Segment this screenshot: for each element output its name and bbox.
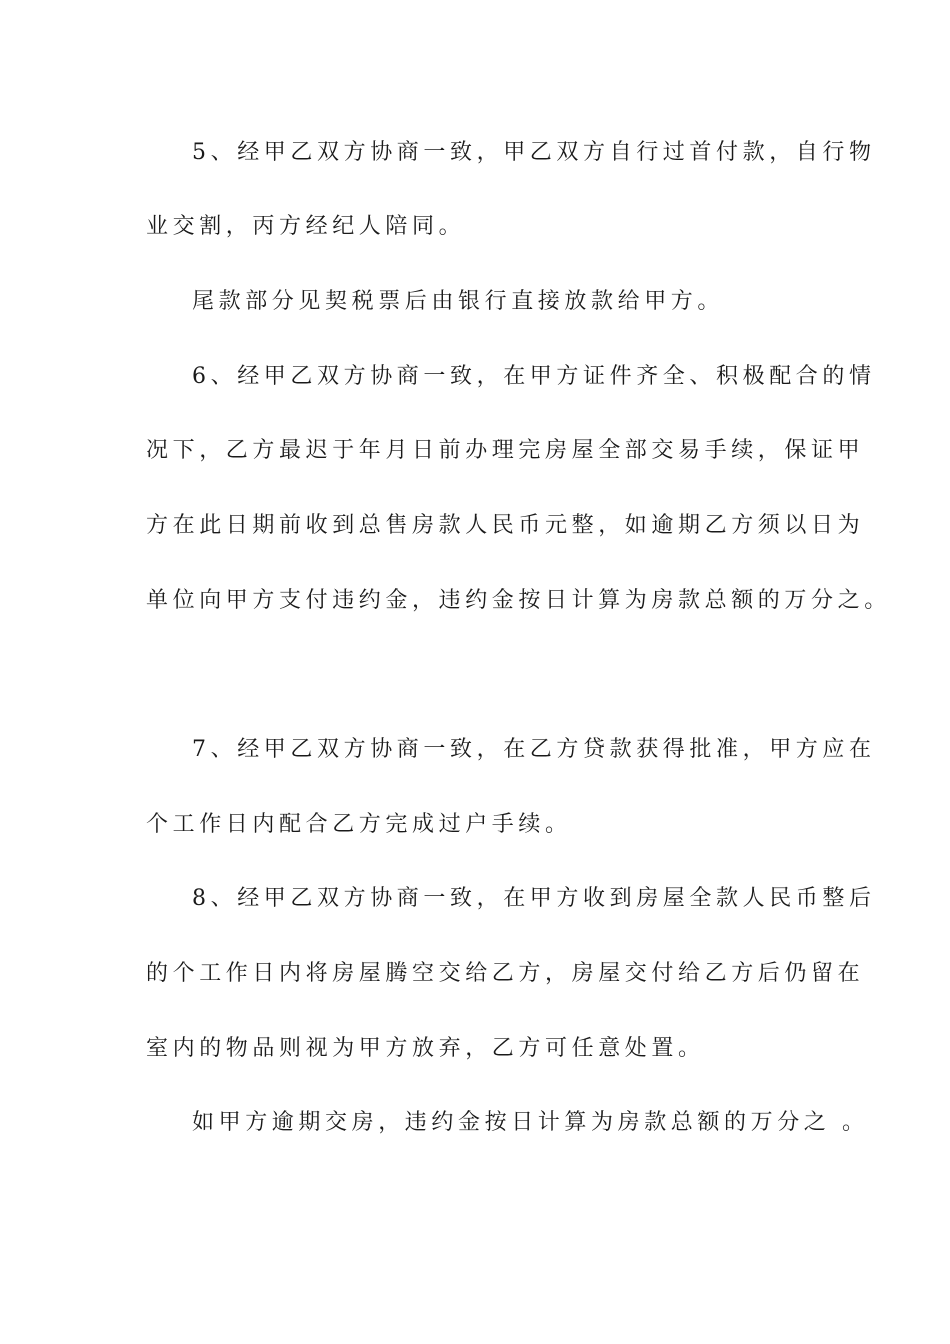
clause-5-line-1: 5、经甲乙双方协商一致，甲乙双方自行过首付款，自行物 bbox=[192, 140, 876, 165]
clause-6-line-2: 况下，乙方最迟于年月日前办理完房屋全部交易手续，保证甲 bbox=[146, 438, 865, 463]
clause-6-line-3: 方在此日期前收到总售房款人民币元整，如逾期乙方须以日为 bbox=[146, 513, 865, 538]
clause-8-line-3: 室内的物品则视为甲方放弃，乙方可任意处置。 bbox=[146, 1036, 705, 1061]
clause-7-line-2: 个工作日内配合乙方完成过户手续。 bbox=[146, 812, 572, 837]
clause-6-line-1: 6、经甲乙双方协商一致，在甲方证件齐全、积极配合的情 bbox=[192, 364, 876, 389]
clause-8-line-2: 的个工作日内将房屋腾空交给乙方，房屋交付给乙方后仍留在 bbox=[146, 961, 865, 986]
clause-7-line-1: 7、经甲乙双方协商一致，在乙方贷款获得批准，甲方应在 bbox=[192, 737, 876, 762]
final-payment-line: 尾款部分见契税票后由银行直接放款给甲方。 bbox=[192, 289, 725, 314]
clause-5-line-2: 业交割，丙方经纪人陪同。 bbox=[146, 214, 466, 239]
late-delivery-line: 如甲方逾期交房，违约金按日计算为房款总额的万分之 。 bbox=[192, 1110, 869, 1135]
clause-8-line-1: 8、经甲乙双方协商一致，在甲方收到房屋全款人民币整后 bbox=[192, 886, 876, 911]
clause-6-line-4: 单位向甲方支付违约金，违约金按日计算为房款总额的万分之。 bbox=[146, 588, 891, 613]
